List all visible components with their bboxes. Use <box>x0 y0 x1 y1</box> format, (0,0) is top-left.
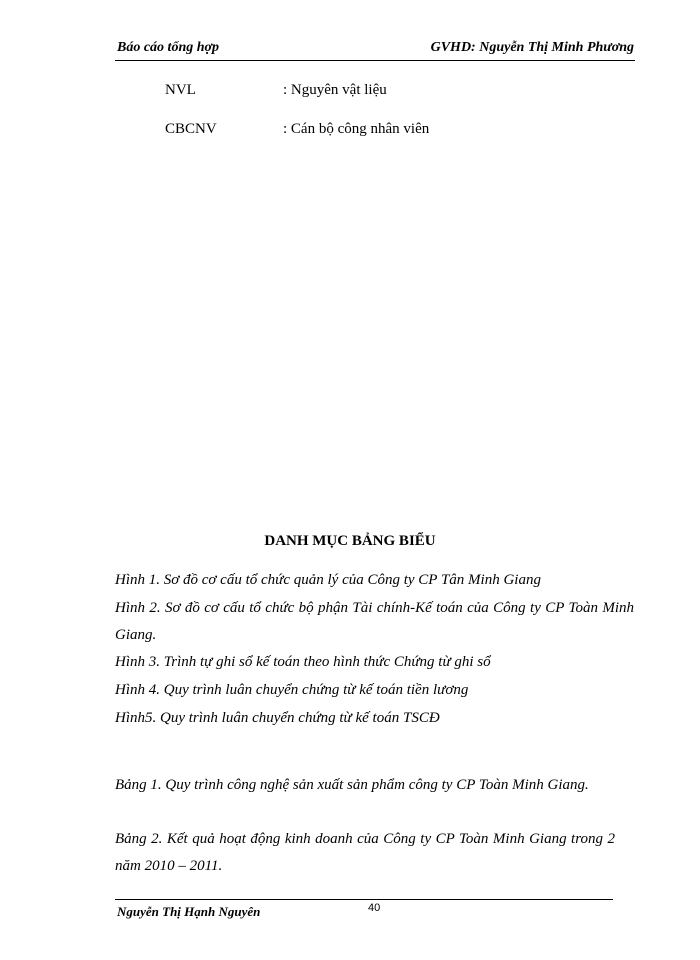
abbreviation-code: NVL <box>165 82 196 98</box>
abbreviation-code: CBCNV <box>165 121 217 137</box>
figure-list-item: Hình 2. Sơ đồ cơ cấu tổ chức bộ phận Tài chính-Kế toán của Công ty CP Toàn Minh Giang. <box>115 600 634 643</box>
table-list-item: Bảng 1. Quy trình công nghệ sản xuất sản phẩm công ty CP Toàn Minh Giang. <box>115 777 589 793</box>
footer-rule <box>115 899 613 900</box>
footer-author: Nguyễn Thị Hạnh Nguyên <box>117 904 261 919</box>
figure-list-item: Hình5. Quy trình luân chuyển chứng từ kế toán TSCĐ <box>115 710 440 726</box>
header-report-title: Báo cáo tổng hợp <box>117 40 220 55</box>
section-title: DANH MỤC BẢNG BIỂU <box>264 533 436 549</box>
figure-list-item: Hình 3. Trình tự ghi sổ kế toán theo hình thức Chứng từ ghi sổ <box>115 654 491 670</box>
abbreviation-description: : Nguyên vật liệu <box>283 82 387 98</box>
header-supervisor: GVHD: Nguyễn Thị Minh Phương <box>430 40 634 55</box>
header-rule <box>115 60 635 61</box>
abbreviation-description: : Cán bộ công nhân viên <box>283 121 430 137</box>
page-number: 40 <box>368 902 381 914</box>
figure-list-item: Hình 4. Quy trình luân chuyển chứng từ kế toán tiền lương <box>115 682 469 698</box>
table-list-item: Bảng 2. Kết quả hoạt động kinh doanh của Công ty CP Toàn Minh Giang trong 2 năm 2010 – 2011. <box>115 831 615 874</box>
figure-list-item: Hình 1. Sơ đồ cơ cấu tổ chức quản lý của Công ty CP Tân Minh Giang <box>115 572 541 588</box>
